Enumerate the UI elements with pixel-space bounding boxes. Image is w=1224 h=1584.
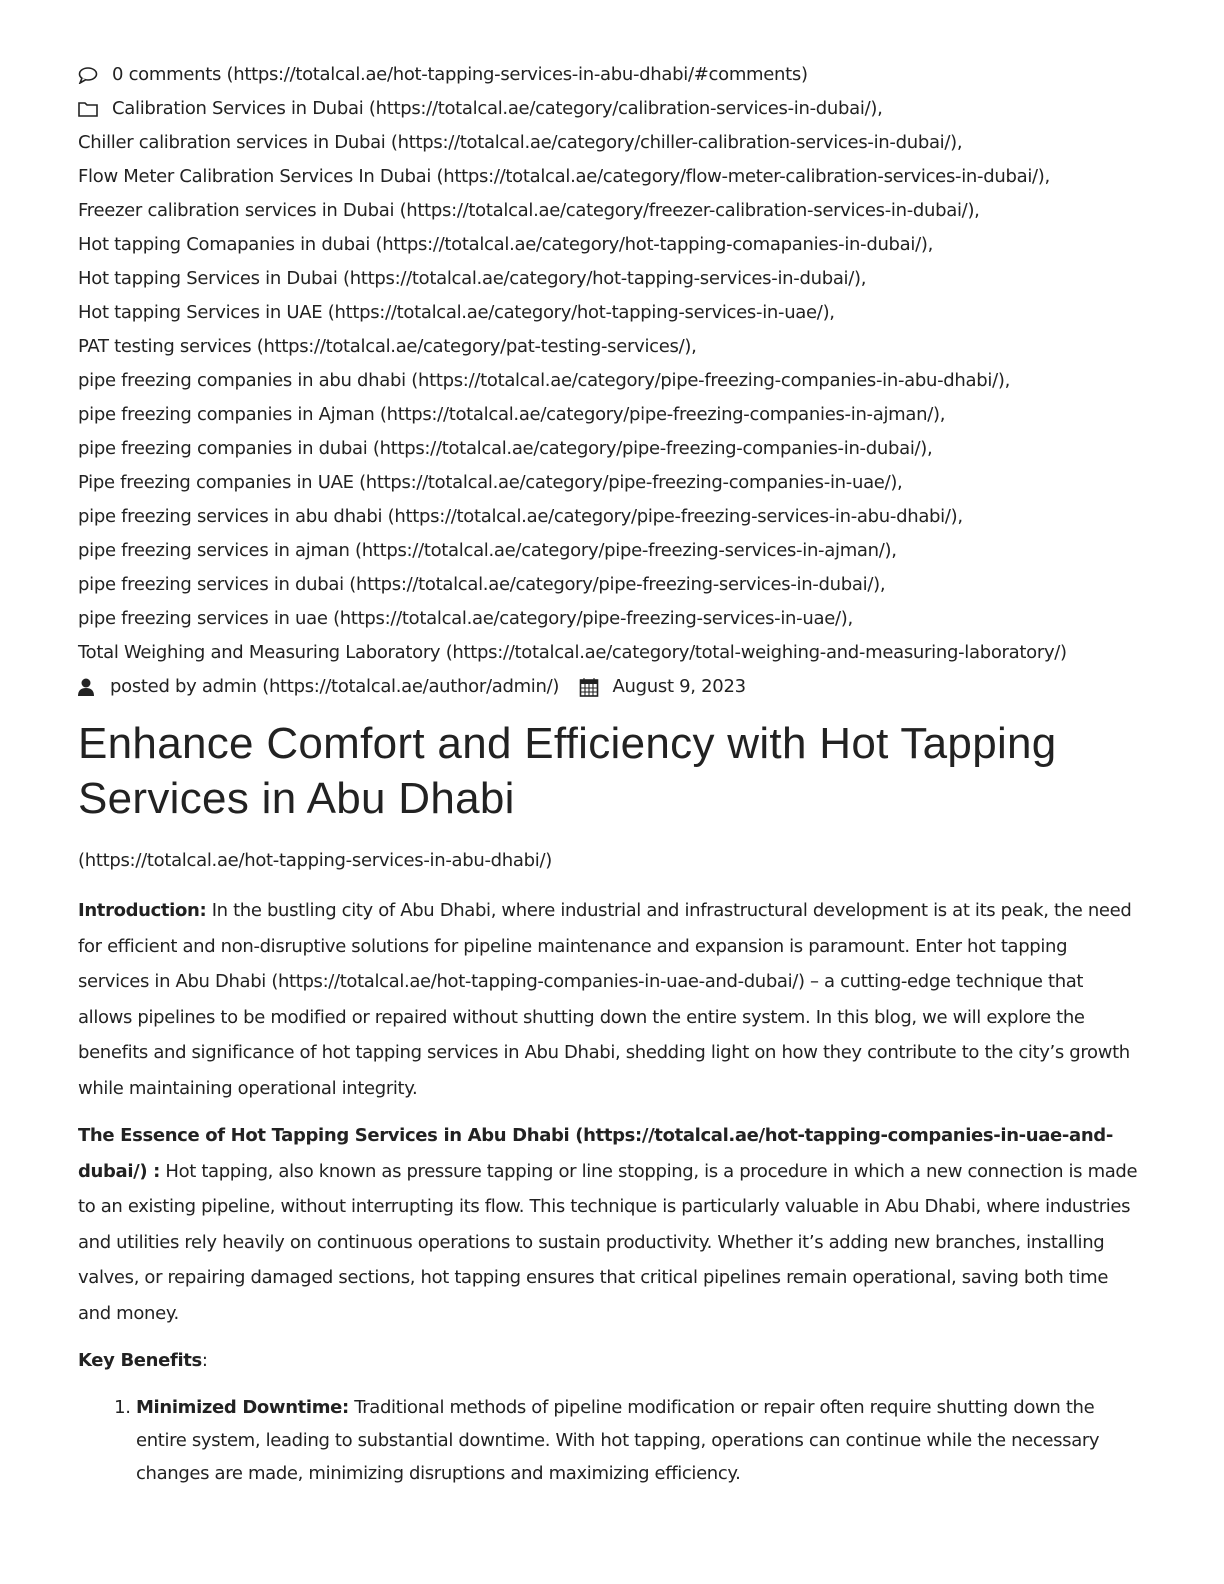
benefits-colon: : xyxy=(201,1350,208,1371)
category-link[interactable]: Hot tapping Services in Dubai (https://totalcal.ae/category/hot-tapping-services-in-dubai/), xyxy=(78,268,867,289)
benefits-list xyxy=(78,1391,1138,1490)
benefit-label: Minimized Downtime: xyxy=(136,1396,349,1418)
category-link[interactable]: pipe freezing services in dubai (https://totalcal.ae/category/pipe-freezing-services-in-dubai/), xyxy=(78,574,886,595)
category-link[interactable]: Hot tapping Comapanies in dubai (https://totalcal.ae/category/hot-tapping-comapanies-in-dubai/), xyxy=(78,234,934,255)
intro-paragraph xyxy=(78,893,1138,1106)
article-title: Enhance Comfort and Efficiency with Hot Tapping Services in Abu Dhabi xyxy=(78,719,1057,823)
intro-label: Introduction: xyxy=(78,900,207,921)
author-date-line xyxy=(78,670,1138,704)
intro-text: In the bustling city of Abu Dhabi, where industrial and infrastructural development is at its peak, the need for efficient and non-disruptive solutions for pipeline maintenance and expansion is paramount. Enter hot tapping services in Abu Dhabi (https://totalcal.ae/hot-tapping-companies-in-uae-and-dubai/) – a cutting-edge technique that allows pipelines to be modified or repaired without shutting down the entire system. In this blog, we will explore the benefits and significance of hot tapping services in Abu Dhabi, shedding light on how they contribute to the city’s growth while maintaining operational integrity. xyxy=(78,900,1132,1099)
benefit-text: Traditional methods of pipeline modification or repair often require shutting down the entire system, leading to substantial downtime. With hot tapping, operations can continue while the necessary changes are made, minimizing disruptions and maximizing efficiency. xyxy=(136,1396,1100,1484)
category-link[interactable]: Freezer calibration services in Dubai (https://totalcal.ae/category/freezer-calibration-services-in-dubai/), xyxy=(78,200,980,221)
calendar-icon xyxy=(579,677,601,697)
post-date: August 9, 2023 xyxy=(612,676,746,697)
comments-line xyxy=(78,58,1138,92)
category-link[interactable]: pipe freezing services in uae (https://totalcal.ae/category/pipe-freezing-services-in-uae/), xyxy=(78,608,853,629)
category-link[interactable]: pipe freezing services in abu dhabi (https://totalcal.ae/category/pipe-freezing-services-in-abu-dhabi/), xyxy=(78,506,963,527)
category-link[interactable]: pipe freezing companies in Ajman (https://totalcal.ae/category/pipe-freezing-companies-in-ajman/), xyxy=(78,404,946,425)
category-link[interactable]: PAT testing services (https://totalcal.ae/category/pat-testing-services/), xyxy=(78,336,697,357)
benefits-heading xyxy=(78,1343,1138,1379)
author-link[interactable]: posted by admin (https://totalcal.ae/author/admin/) xyxy=(110,676,560,697)
title-url[interactable]: (https://totalcal.ae/hot-tapping-services-in-abu-dhabi/) xyxy=(78,850,552,871)
article xyxy=(78,58,1138,1490)
benefits-heading-text: Key Benefits xyxy=(78,1350,202,1371)
list-item xyxy=(136,1391,1138,1490)
comments-link[interactable]: 0 comments (https://totalcal.ae/hot-tapping-services-in-abu-dhabi/#comments) xyxy=(112,64,808,85)
comment-icon xyxy=(78,66,100,84)
folder-icon xyxy=(78,101,100,117)
categories xyxy=(78,92,1138,670)
category-link[interactable]: pipe freezing companies in dubai (https://totalcal.ae/category/pipe-freezing-companies-in-dubai/), xyxy=(78,438,933,459)
essence-text: Hot tapping, also known as pressure tapping or line stopping, is a procedure in which a new connection is made to an existing pipeline, without interrupting its flow. This technique is particularly valuable in Abu Dhabi, where industries and utilities rely heavily on continuous operations to sustain productivity. Whether it’s adding new branches, installing valves, or repairing damaged sections, hot tapping ensures that critical pipelines remain operational, saving both time and money. xyxy=(78,1160,1138,1324)
essence-paragraph xyxy=(78,1118,1138,1331)
category-link[interactable]: Total Weighing and Measuring Laboratory (https://totalcal.ae/category/total-weighing-and-measuring-laboratory/) xyxy=(78,642,1067,663)
category-link[interactable]: Chiller calibration services in Dubai (https://totalcal.ae/category/chiller-calibration-services-in-dubai/), xyxy=(78,132,963,153)
user-icon xyxy=(78,678,96,696)
category-link[interactable]: Pipe freezing companies in UAE (https://totalcal.ae/category/pipe-freezing-companies-in-uae/), xyxy=(78,472,903,493)
category-link[interactable]: pipe freezing companies in abu dhabi (https://totalcal.ae/category/pipe-freezing-companies-in-abu-dhabi/), xyxy=(78,370,1011,391)
category-link[interactable]: Flow Meter Calibration Services In Dubai (https://totalcal.ae/category/flow-meter-calibration-services-in-dubai/), xyxy=(78,166,1050,187)
category-link[interactable]: Calibration Services in Dubai (https://totalcal.ae/category/calibration-services-in-dubai/), xyxy=(112,98,883,119)
category-link[interactable]: Hot tapping Services in UAE (https://totalcal.ae/category/hot-tapping-services-in-uae/), xyxy=(78,302,835,323)
essence-label: The Essence of Hot Tapping Services in Abu Dhabi (https://totalcal.ae/hot-tapping-companies-in-uae-and-dubai/) : xyxy=(78,1125,1113,1182)
category-link[interactable]: pipe freezing services in ajman (https://totalcal.ae/category/pipe-freezing-services-in-ajman/), xyxy=(78,540,897,561)
